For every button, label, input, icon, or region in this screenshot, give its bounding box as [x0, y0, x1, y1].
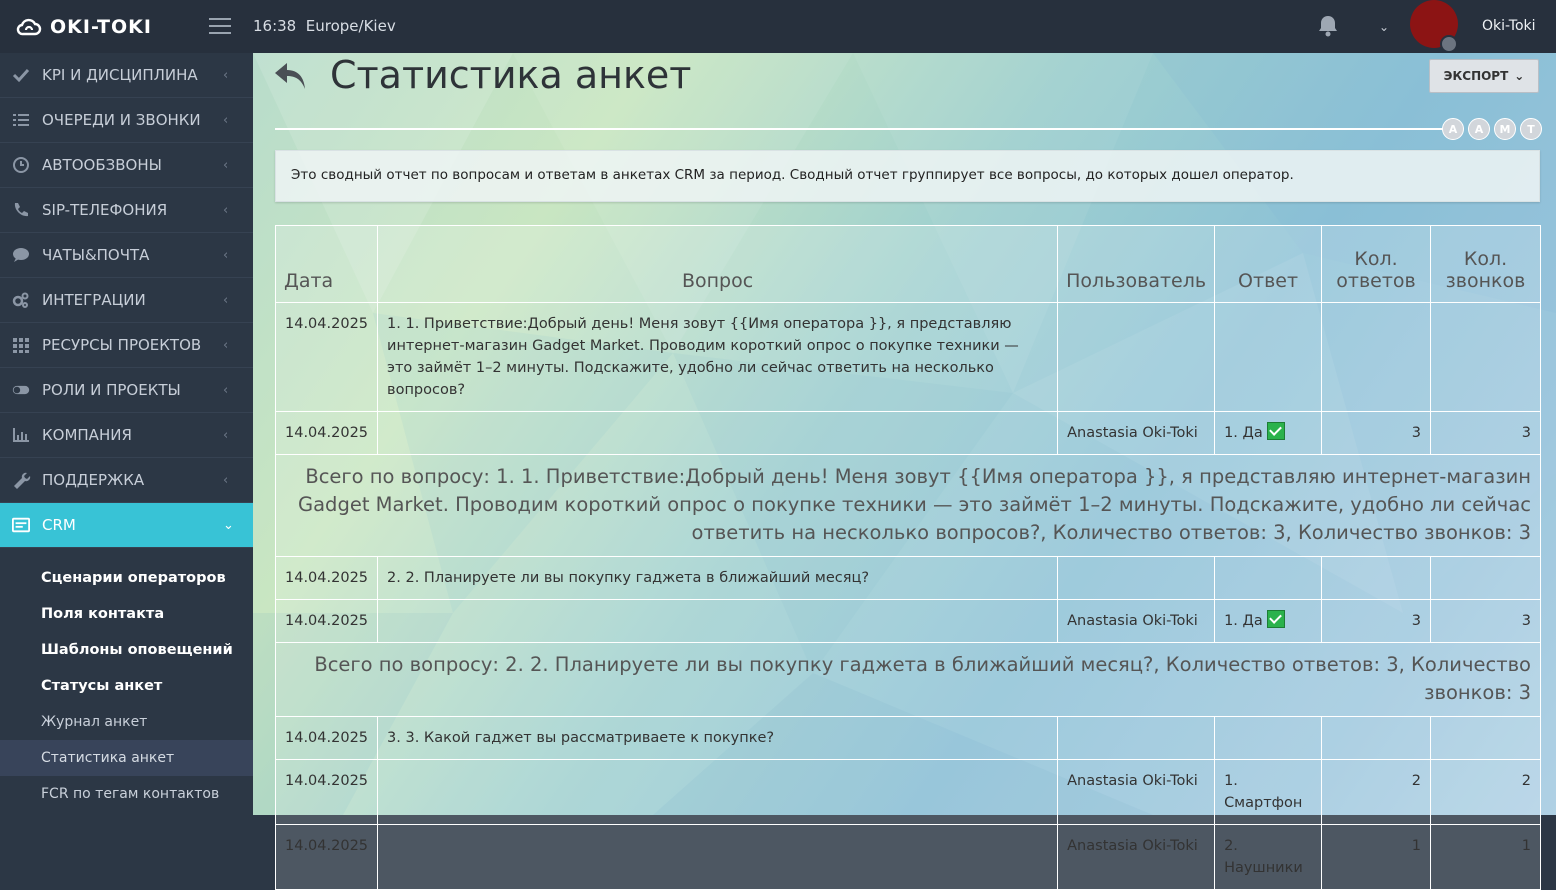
submenu-item-notification-templates[interactable]: Шаблоны оповещений	[41, 642, 233, 658]
cell-calls-count: 3	[1431, 600, 1541, 643]
cell-answer	[1215, 303, 1322, 412]
export-label: ЭКСПОРТ	[1443, 69, 1509, 83]
cell-answer: 1. Смартфон	[1215, 760, 1322, 825]
username[interactable]: Oki-Toki	[1482, 18, 1536, 34]
answer-text: 1. Да	[1224, 425, 1263, 441]
summary-text: Всего по вопросу: 2. 2. Планируете ли вы покупку гаджета в ближайший месяц?, Количество ответов: 3, Количество звонков: 3	[276, 643, 1541, 717]
cell-answers-count	[1322, 557, 1431, 600]
status-indicator	[1440, 35, 1458, 53]
chevron-down-icon: ⌄	[223, 517, 234, 533]
cell-question	[378, 412, 1058, 455]
table-row	[276, 717, 1541, 760]
summary-row	[276, 455, 1541, 557]
chevron-left-icon: ‹	[223, 472, 229, 488]
sidebar-item-label: CRM	[42, 516, 76, 534]
submenu-item-survey-statistics[interactable]: Статистика анкет	[0, 740, 253, 776]
sidebar-item-integrations[interactable]	[0, 278, 253, 323]
chevron-left-icon: ‹	[223, 157, 229, 173]
logo-text: OKI-TOKI	[50, 16, 152, 38]
chevron-left-icon: ‹	[223, 202, 229, 218]
cell-question: 1. 1. Приветствие:Добрый день! Меня зовут {{Имя оператора }}, я представляю интернет-магазин Gadget Market. Проводим короткий опрос о покупке техники — это займёт 1–2 минуты. Подскажите, удобно ли сейчас ответить на несколько вопросов?	[378, 303, 1058, 412]
table-row	[276, 303, 1541, 412]
submenu-item-operator-scenarios[interactable]: Сценарии операторов	[41, 570, 226, 586]
cell-question	[378, 600, 1058, 643]
answer-text: 1. Да	[1224, 613, 1263, 629]
chevron-down-icon[interactable]: ⌄	[1379, 20, 1390, 34]
chevron-left-icon: ‹	[223, 112, 229, 128]
cell-user	[1058, 557, 1215, 600]
cell-answers-count	[1322, 303, 1431, 412]
header-user[interactable]: Пользователь	[1058, 226, 1215, 303]
table-row	[276, 825, 1541, 890]
cell-calls-count	[1431, 557, 1541, 600]
submenu-item-survey-journal[interactable]: Журнал анкет	[41, 714, 148, 730]
grid-icon	[0, 336, 42, 354]
cell-calls-count: 2	[1431, 760, 1541, 825]
phone-icon	[0, 201, 42, 219]
header-answers-count[interactable]: Кол. ответов	[1322, 226, 1431, 303]
cell-answers-count: 3	[1322, 600, 1431, 643]
sidebar-item-resources[interactable]	[0, 323, 253, 368]
table-row	[276, 557, 1541, 600]
sidebar-item-sip[interactable]	[0, 188, 253, 233]
timezone-value: Europe/Kiev	[305, 17, 396, 35]
chevron-left-icon: ‹	[223, 292, 229, 308]
table-row	[276, 760, 1541, 825]
back-arrow-icon[interactable]	[273, 59, 309, 97]
sidebar-item-kpi[interactable]	[0, 53, 253, 98]
summary-row	[276, 643, 1541, 717]
circle-a2[interactable]: A	[1468, 118, 1490, 140]
cloud-logo-icon	[16, 17, 42, 37]
check-icon	[0, 66, 42, 84]
header-answer[interactable]: Ответ	[1215, 226, 1322, 303]
cell-user: Anastasia Oki-Toki	[1058, 412, 1215, 455]
toggle-icon	[0, 381, 42, 399]
cell-answer	[1215, 412, 1322, 455]
cell-date: 14.04.2025	[276, 303, 378, 412]
header-date[interactable]: Дата	[276, 226, 378, 303]
cell-answer	[1215, 600, 1322, 643]
cell-question	[378, 825, 1058, 890]
cell-user: Anastasia Oki-Toki	[1058, 825, 1215, 890]
crm-icon	[0, 516, 42, 534]
cell-calls-count	[1431, 717, 1541, 760]
cell-date: 14.04.2025	[276, 717, 378, 760]
sidebar	[0, 53, 253, 815]
clock-icon	[0, 156, 42, 174]
circle-a1[interactable]: A	[1442, 118, 1464, 140]
cell-answers-count: 1	[1322, 825, 1431, 890]
chevron-left-icon: ‹	[223, 382, 229, 398]
table-row	[276, 600, 1541, 643]
table-row	[276, 412, 1541, 455]
cell-answer	[1215, 557, 1322, 600]
cell-date: 14.04.2025	[276, 557, 378, 600]
cell-answers-count	[1322, 717, 1431, 760]
cell-calls-count: 1	[1431, 825, 1541, 890]
cell-question: 3. 3. Какой гаджет вы рассматриваете к покупке?	[378, 717, 1058, 760]
wrench-icon	[0, 471, 42, 489]
crm-submenu	[0, 548, 253, 812]
cell-answer: 2. Наушники	[1215, 825, 1322, 890]
cell-answers-count: 3	[1322, 412, 1431, 455]
sidebar-item-support[interactable]	[0, 458, 253, 503]
header-question[interactable]: Вопрос	[378, 226, 1058, 303]
bar-chart-icon	[0, 426, 42, 444]
cell-user	[1058, 303, 1215, 412]
main-content	[253, 53, 1556, 876]
submenu-item-survey-statuses[interactable]: Статусы анкет	[41, 678, 163, 694]
sidebar-item-label: SIP-ТЕЛЕФОНИЯ	[42, 201, 168, 219]
cell-question: 2. 2. Планируете ли вы покупку гаджета в ближайший месяц?	[378, 557, 1058, 600]
chevron-left-icon: ‹	[223, 427, 229, 443]
circle-m[interactable]: M	[1494, 118, 1516, 140]
submenu-item-fcr-tags[interactable]: FCR по тегам контактов	[41, 786, 220, 802]
chat-icon	[0, 246, 42, 264]
page-title: Статистика анкет	[330, 53, 692, 97]
table-header-row	[276, 226, 1541, 303]
sidebar-item-label: РОЛИ И ПРОЕКТЫ	[42, 381, 181, 399]
summary-text: Всего по вопросу: 1. 1. Приветствие:Добрый день! Меня зовут {{Имя оператора }}, я представляю интернет-магазин Gadget Market. Проводим короткий опрос о покупке техники — это займёт 1–2 минуты. Подскажите, удобно ли сейчас ответить на несколько вопросов?, Количество ответов: 3, Количество звонков: 3	[276, 455, 1541, 557]
statistics-table	[275, 225, 1541, 890]
bell-icon[interactable]	[1317, 14, 1339, 42]
divider	[275, 128, 1450, 130]
sidebar-item-label: ИНТЕГРАЦИИ	[42, 291, 146, 309]
export-button[interactable]	[1429, 59, 1539, 93]
header-calls-count[interactable]: Кол. звонков	[1431, 226, 1541, 303]
view-circles	[1442, 118, 1542, 140]
sidebar-item-company[interactable]	[0, 413, 253, 458]
cell-question	[378, 760, 1058, 825]
cell-answer	[1215, 717, 1322, 760]
cell-date: 14.04.2025	[276, 825, 378, 890]
cell-date: 14.04.2025	[276, 760, 378, 825]
sidebar-item-label: ПОДДЕРЖКА	[42, 471, 145, 489]
cell-answers-count: 2	[1322, 760, 1431, 825]
sidebar-item-label: РЕСУРСЫ ПРОЕКТОВ	[42, 336, 202, 354]
sidebar-item-label: KPI И ДИСЦИПЛИНА	[42, 66, 198, 84]
logo[interactable]	[16, 14, 152, 40]
sidebar-item-queues[interactable]	[0, 98, 253, 143]
clock	[253, 17, 396, 35]
sidebar-item-label: АВТООБЗВОНЫ	[42, 156, 162, 174]
chevron-down-icon: ⌄	[1514, 69, 1525, 83]
info-box: Это сводный отчет по вопросам и ответам в анкетах CRM за период. Сводный отчет группирует все вопросы, до которых дошел оператор.	[275, 150, 1540, 202]
checkbox-checked-icon	[1267, 422, 1285, 440]
hamburger-menu-icon[interactable]	[209, 18, 231, 34]
cell-user	[1058, 717, 1215, 760]
sidebar-item-crm[interactable]	[0, 503, 253, 548]
sidebar-item-chats[interactable]	[0, 233, 253, 278]
cell-calls-count	[1431, 303, 1541, 412]
sidebar-item-label: КОМПАНИЯ	[42, 426, 132, 444]
time-value: 16:38	[253, 17, 297, 35]
sidebar-item-label: ОЧЕРЕДИ И ЗВОНКИ	[42, 111, 201, 129]
chevron-left-icon: ‹	[223, 247, 229, 263]
chevron-left-icon: ‹	[223, 67, 229, 83]
cell-date: 14.04.2025	[276, 600, 378, 643]
chevron-left-icon: ‹	[223, 337, 229, 353]
gears-icon	[0, 291, 42, 309]
sidebar-item-roles[interactable]	[0, 368, 253, 413]
cell-date: 14.04.2025	[276, 412, 378, 455]
cell-user: Anastasia Oki-Toki	[1058, 600, 1215, 643]
submenu-item-contact-fields[interactable]: Поля контакта	[41, 606, 165, 622]
circle-t[interactable]: T	[1520, 118, 1542, 140]
checkbox-checked-icon	[1267, 610, 1285, 628]
cell-calls-count: 3	[1431, 412, 1541, 455]
sidebar-item-label: ЧАТЫ&ПОЧТА	[42, 246, 150, 264]
cell-user: Anastasia Oki-Toki	[1058, 760, 1215, 825]
sidebar-item-autodial[interactable]	[0, 143, 253, 188]
top-bar	[0, 0, 1556, 53]
list-icon	[0, 111, 42, 129]
